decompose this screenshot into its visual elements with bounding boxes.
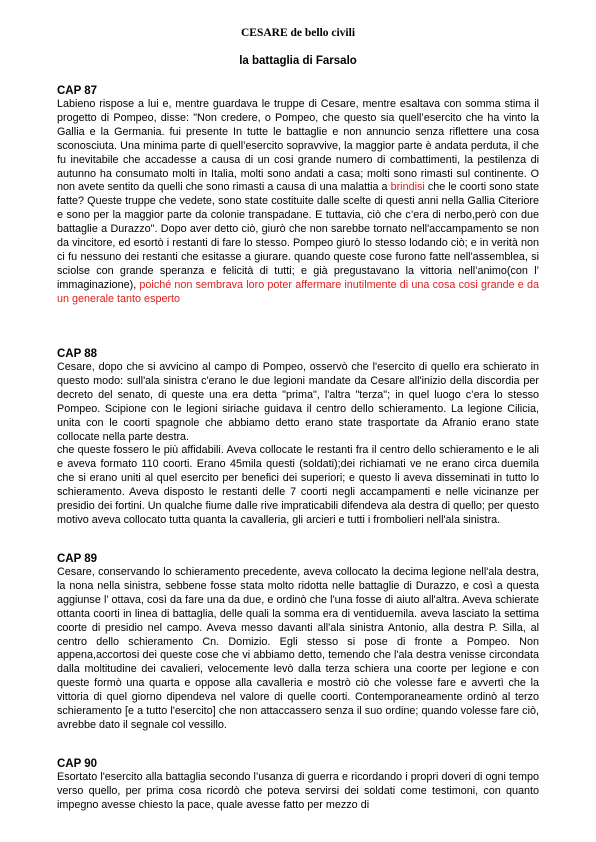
text-segment: Cesare, conservando lo schieramento precedente, aveva collocato la decima legione nell'ala destra, la nona nella sinistra, sebbene fosse stata molto ridotta nelle battaglie di Durazzo, e così a questa aggiunse l’ ottava, così da fare una da due, e ordinò che l'una fosse di aiuto all'altra. Aveva schierate ottanta coorti in linea di battaglia, delle quali la somma era di ventiduemila. aveva lasciato la settima coorte di presidio nel campo. Aveva messo davanti all'ala sinistra Antonio, alla destra P. Silla, al centro dello schieramento Cn. Domizio. Egli stesso si pose di fronte a Pompeo. Non appena,accortosi dei queste cose che vi abbiamo detto, temendo che l'ala destra venisse circondata dalla moltitudine dei cavalieri, velocemente levò dalla terza schiera una coorte per legione e con queste formò una quarta e oppose alla cavalleria e mostrò ciò che volesse fare e avvertì che la vittoria di quel giorno dipendeva nel valore di quelle coorti. Contemporaneamente ordinò al terzo schieramento [e a tutto l'esercito] che non attaccassero senza il suo ordine; quando volesse fare ciò, avrebbe dato il segnale col vessillo. xyxy=(57,566,539,731)
chapter-heading: CAP 90 xyxy=(57,758,98,770)
chapter-paragraph xyxy=(57,566,539,733)
chapter-heading: CAP 89 xyxy=(57,553,98,565)
text-segment: Esortato l'esercito alla battaglia secondo l’usanza di guerra e ricordando i propri doveri di ogni tempo verso quello, per prima cosa ricordò che poteva servirsi dei soldati come testimoni, con quanto impegno avesse chiesto la pace, quale avesse fatto per mezzo di xyxy=(57,771,539,811)
text-segment: che le coorti sono state fatte? Queste truppe che vedete, sono state costituite dalle scelte di questi anni nella Gallia Citeriore e sono per la maggior parte da colonie transpadane. E tuttavia, ciò che c’era di nerbo,però con due battaglie a Durazzo". Dopo aver detto ciò, giurò che non sarebbe tornato nell'accampamento se non da vincitore, ed esortò i restanti di fare lo stesso. Pompeo giurò lo stesso lodando ciò; e in verità non ci fu nessuno dei restanti che esitasse a giurare. quando queste cose furono fatte nell'assemblea, si sciolse con grande speranza e felicità di tutti; e già pregustavano la vittoria nell’animo(con l’ immaginazione), xyxy=(57,181,539,291)
chapter-89 xyxy=(57,552,539,733)
chapter-paragraph xyxy=(57,771,539,813)
text-segment: Labieno rispose a lui e, mentre guardava le truppe di Cesare, mentre esaltava con somma stima il progetto di Pompeo, disse: "Non credere, o Pompeo, che questo sia quell’esercito che ha vinto la Gallia e la Germania. fui presente In tutte le battaglie e non annuncio senza riflettere una cosa sconosciuta. Una minima parte di quell’esercito sopravvive, la maggior parte è andata perduta, il che fu inevitabile che accadesse a causa di un cosi grande numero di combattimenti, la pestilenza di autunno ha consumato molti in Italia, molti sono andati a casa; molti sono rimasti sul continente. O non avete sentito da quelli che sono rimasti a causa di una malattia a xyxy=(57,98,539,194)
chapter-paragraph xyxy=(57,98,539,307)
chapter-87 xyxy=(57,84,539,307)
chapter-90 xyxy=(57,757,539,813)
chapter-paragraph xyxy=(57,361,539,444)
chapter-88 xyxy=(57,347,539,528)
highlighted-text-segment: poiché non sembrava loro poter affermare inutilmente di una cosa cosi grande e da un generale tanto esperto xyxy=(57,278,539,305)
chapter-paragraph xyxy=(57,444,539,527)
text-segment: che queste fossero le più affidabili. Aveva collocate le restanti fra il centro dello schieramento e le ali e aveva formato 110 coorti. Erano 45mila questi (soldati);dei richiamati ve ne erano circa duemila che si erano uniti al quel esercito per benefici dei superiori; e questo li aveva disseminati in tutto lo schieramento. Aveva disposto le restanti delle 7 coorti negli accampamenti e nelle vicinanze per presidio dei fortini. Un qualche fiume dalle rive impraticabili difendeva ala destra di quello; per questo motivo aveva collocato tutta quanta la cavalleria, gli arcieri e tutti i frombolieri nell'ala sinistra. xyxy=(57,444,539,526)
document-title: CESARE de bello civili xyxy=(240,27,356,39)
document-subtitle: la battaglia di Farsalo xyxy=(239,55,357,67)
chapter-heading: CAP 87 xyxy=(57,85,98,97)
highlighted-text-segment: brindisi xyxy=(390,181,425,194)
text-segment: Cesare, dopo che si avvicino al campo di Pompeo, osservò che l'esercito di quello era schierato in questo modo: sull'ala sinistra c'erano le due legioni mandate da Cesare all'inizio della discordia per decreto del senato, di queste una era detta "prima", l'altra "terza"; in quel luogo c’era lo stesso Pompeo. Scipione con le legioni siriache guidava il centro dello schieramento. La legione Cilicia, unita con le coorti spagnole che abbiamo detto erano state trasportate da Afranio erano state collocate nella parte destra. xyxy=(57,361,539,443)
chapter-heading: CAP 88 xyxy=(57,348,98,360)
